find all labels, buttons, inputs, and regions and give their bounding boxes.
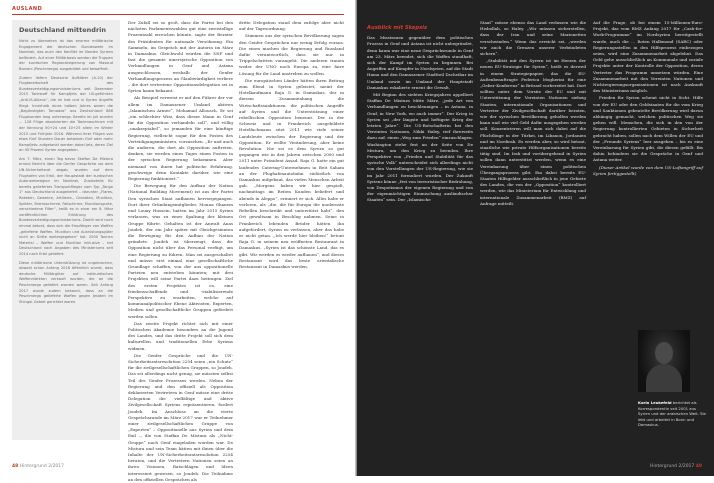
sidebar-title: Deutschland mittendrin [19, 26, 107, 34]
body-paragraph: Das zweite Projekt richtet sich mit einer Politischen Akademie besonders an die Jugend des Landes, und das dritte Projekt soll sich dem kulturellen und traditionellen Erbe Syriens widmen. [128, 320, 233, 351]
body-paragraph: Als Beispiel verweist er auf den Führer der vor allem im Damaszener Umland aktiven „Islamischen Armee“, Mohamad Allousch. Er sei „ein schlechter Witz, dass dieser Mann in Genf für die Opposition verhandeln soll“, und völlig „unakzeptabel“, so jemanden für eine künftige Regierung, vielleicht sogar für den Posten des Verteidigungsministers, vorzusehen. „Er und auch die anderen, die dort als Opposition auftreten, denken, sie werden eines Tages einen Posten in der syrischen Regierung bekommen. Aber niemand von ihnen hat politische Erfahrung, geschweige denn Kontakte darüber, wie eine Regierung funktioniert.“ [128, 95, 233, 182]
body-paragraph: Stimmen aus der syrischen Bevölkerung sagen den Genfer Gesprächen nur wenig Erfolg voraus. Die einen machen die Regierung und Russland dafür verantwortlich, dass sie nur in Trippelschritten vorangeht. Die anderen trauen weder der UNO noch Europa zu, eine faire Lösung für ihr Land anstreben zu wollen. [239, 33, 344, 76]
body-paragraph: Staat“ müsse ebenso das Land verlassen wie die Hisbollah, so Haley. „Wir müssen sicherstellen, dass der Iran und seine Marionetten verschwinden.“ Wenn das erreicht sei, „werden wir auch die Grenzen unserer Verbündeten sichern“. [480, 20, 586, 57]
author-photo [638, 330, 690, 392]
article-column-2 [239, 20, 344, 445]
section-label: AUSLAND [12, 6, 43, 12]
issue-label-left: Hintergrund 2/2017 [19, 464, 65, 469]
body-paragraph: Die europäischen Länder hätten ihren Beitrag zum Elend in Syrien geleistet, meint der Hotelkaufmann Raja G. in Damaskus, der in diesem Zusammenhang die Wirtschaftssanktionen, die politischen Angriffe auf Syrien und die Unterstützung einer rebellischen Opposition benennt. Der in der Schweiz und in Frankreich ausgebildete Hotelfachmann sitzt 2011 wie viele seiner Landsleute zwischen der Regierung und der Opposition. Er wollte Veränderung, aber keine Revolution. Nie sei es dem Syrern so gut gegangen wie in den Jahren zwischen 2000 und 2011 unter Präsident Assad. Raja G. hatte ein gut laufendes Catering-Unternehmen in Beit Saham an der Flughafenautobahn südöstlich von Damaskus aufgebaut, das vielen Menschen Arbeit gab. „Morgens haben wir hier gespielt, nachmittags im Reiten Kunden beliefert und abends in Aleppo“, erinnert er sich. Alles habe er verloren, als „die, die für Europa die modernste Rebellen beschreibt und unterstützt habt“, den Ort gewaltsam in Beschlag nahmen. Seine in Frankreich lebenden Brüder hätten ihn aufgefordert, Syrien zu verlassen, aber das habe er nicht getan. „Ich werde hier bleiben!“ betont Raja G. in seinem neu eröffneten Restaurant in Damaskus. „Syrien ist das schönste Land, das es gibt. Wir werden es wieder aufbauen“, und dieses Restaurant wird das beste orientalische Restaurant in Damaskus werden. [239, 77, 344, 269]
left-footer [12, 464, 64, 469]
page-number-left: 48 [12, 464, 19, 469]
section-rule [12, 14, 344, 15]
body-paragraph: Das Misstrauen gegenüber dem politischen Prozess in Genf und Astana ist nicht unbegründet, denn kaum war eine neue Gesprächsrunde in Genf am 23. März beendet, sich die Waffen standhaft, sich der Kampf im Syrien zu beginnen. Bei Angriffen auf Kämpfer in Nordsyrien, auf die Stadt Hama und den Damaszener Stadtteil Dscheibar im Umland sowie im Umland der Hauptstadt Damaskus eskalierte erneut die Gewalt. [367, 35, 473, 90]
body-paragraph: dritte Delegation stand dem zufolge aber nicht auf der Tagesordnung. [239, 20, 344, 32]
author-shoulders-shape [646, 364, 682, 392]
left-page [0, 0, 357, 482]
editor-note: (Dieser Artikel wurde von dem US-Luftangriff auf Syrien fertiggestellt) [593, 164, 703, 176]
sidebar-paragraph: Diese militärische Unterstützung ist ungebrochen, obwohl schon Anfang 2016 öffentlich wurde, dass deutsche Militärgüter auf irakkurdischen Waffenmärkten verkauft wurden, die an die Peschmerga geliefert worden waren. Seit Anfang 2017 wurde zudem bekannt, dass an die Peschmerga gelieferte Waffen gegen Jesiden im Shingal-Gebiet gerichtet waren. [19, 260, 113, 304]
article-column-3 [367, 20, 473, 445]
article-column-5 [593, 20, 703, 270]
sidebar-paragraph: Zudem liefern Deutsche Aufklärer (A-10) der Flugbereitschaft des Bundesverteidigungsministeriums seit Dezember 2015 Tankstoff für Kampfjets der US-geführten „Anti-IS-Allianz“, die im Irak und in Syrien Angriffe fliegt. Innerhalb eines halben Jahres waren die „Begünstigten Tornados“ aus Deutschland 886 Flugstunden lang unterwegs. Bereits im Juli wurden ... 126 Flüge absolvierten die Tankmaschinen mit der Kennung 50+24 und 10+25 allein im Winter 2015 und Frühjahr 2016. Während ihrer Flügen von etwa fünf Stunden Dauer betanken fünf oder mehr Kampfjets: aufgetankt werden dabei Jets, deren Ziel an 45 Prozent Syrien angegeben. [19, 75, 113, 153]
author-bio-text: berichtet als Korrespondentin seit 2001 aus Syrien und der arabischen Welt. Sie lebt und arbeitet in Bonn und Damaskus. [638, 400, 706, 427]
author-head-shape [655, 342, 673, 364]
body-paragraph: Der Zufall sei so groß, dass die Partei bei den nächsten Parlamentswahlen gut eine zweistellige Prozentzahl erreichen könnte, sagte der Berater des Präsidenten für nationale Versöhnung. Ein Sammeln, im Gespräch mit der Autorin im März in Damaskus. Gleichwohl würden die NSF und fast die gesamte innersyrische Opposition von Verhandlungen in Genf und Astana ausgeschlossen, weshalb der Genfer Verhandlungsprozess an Glaubwürdigkeit verliere – die dort vertretene Oppositionsdelegation sei in Syrien kaum bekannt. [128, 20, 233, 94]
body-paragraph: Frieden für Syrien scheint nicht in Sicht. Hilfe von der EU oder den Geldstaaten für die vom Krieg und Sanktionen gebeutelte Bevölkerung wird davon abhängig gemacht, welchen politischen Weg sie gehen will. Menschen, die sich in den von der Regierung kontrollierten Gebieten in Sicherheit gebracht haben, sollen nach dem Willen der EU und der „Freunde Syriens“ leer ausgehen – bis es eine Vereinbarung für Syrien gibt, die diesen gefällt. Bis dahin behindern sie die Gespräche in Genf und Astana weiter. [593, 95, 703, 163]
sidebar-paragraph: Am 7. März, einen Tag bevor Staffan De Mistura erneut Bericht über die Genfer Gespräche vor dem UN-Sicherheitsrat abgab, wurden auf dem Flughafen von Erbil, der Hauptstadt der kurdischen Autonomieregion im Nordirak, Zusatzteile für bereits geliefertes Transportflieger vom Typ „Tango 1“ aus Deutschland ausgeliefert – darunter „Flares, Raketen, Gewehre, Artillerie-, Granaten, Munition, Splitter, Bremsschirme, Fallschirme, Munitionsgurte, verschiedene Filter“, heißt es in einer am 8. März veröffentlichten Erklärung des Bundesverteidigungsministeriums. Damit wird noch einmal betont, dass sich die Empfänger von Waffen „gelieferte Waffen, Munition und Ausrüstungsgüter nicht an Dritte weitergegeben“ hat. 2000 Tonnen Material – Waffen und Munition inklusive – hat Deutschland nach Angaben des Ministeriums seit 2014 nach Erbil geliefert. [19, 156, 114, 256]
right-footer [650, 464, 702, 469]
page-number-right: 49 [695, 464, 702, 469]
sidebar-box [12, 20, 120, 440]
body-paragraph: „Stabilität mit den Syrern ist im Herzen der neuen EU-Strategie für Syrien“, heißt es derweil in einem Strategiepapier, das die EU-Außenbeauftragte Federica Mogherini für eine „Geber-Konferenz“ in Brüssel vorbereitet hat. Dort sollten unter dem Vorsitz der EU und mit Unterstützung der Vereinten Nationen siebzig Staaten, internationale Organisationen und Vertreter der Zivilgesellschaft darüber beraten, wie der syrischen Bevölkerung geholfen werden kann und wie viel Geld dafür ausgegeben werden soll. Konzentrieren will man sich dabei auf die Flüchtlinge in der Türkei, im Libanon, Jordanien und im Nordirak. Es werden aber, so wird betont, staatliche wie private Hilfsorganisationen bereits tätig sind. Im Irak und vorübergehend in Syrien sollen dann unterstützt werden, wenn es eine Vereinbarung über einen politischen Übergangsprozess gibt. Ein dabei bereits EU-Staaten Hilfsgelder ausschließlich in jene Gebiete des Landes, die von der „Opposition“ kontrolliert werden, wie das Ministerium für Entwicklung und internationale Zusammenarbeit (BMZ) auf Anfrage mitteilt. [480, 58, 586, 206]
article-column-1 [128, 20, 233, 482]
article-column-4 [480, 20, 586, 445]
body-paragraph: Die Bewegung für den Aufbau der Nation (National Building Movement) ist aus der Partei Den syrischen Staat aufbauen hervorgegangen. Dort ihrer Gründungsmitglieder, Mouna Ghanem und Louay Hussein, hatten im Jahr 2015 Syrien verlassen, was zu einer Spaltung der kleinen Gruppe führte. Gehalten ist der Anwalt Anas Joudeh, der ein Jahr später mit Gleichgesinnten die Bewegung für den Aufbau der Nation gründete. Joudeh ist überzeugt, dass die Opposition nicht über das Personal verfügt, um eine Regierung zu führen. Man sei ausgeschaltet und müsse erst einmal eine gesellschaftliche Grundlage schaffen, von der aus oppositionelle Parteien neu entstehen könnten; mit drei Projekten will seine Partei dazu beitragen. Ziel des ersten Projektes ist es, eine friedensschaffende und -stabilisierende Perspektive zu erarbeiten, welche auf kommunalpolitischer Ebene Aktivisten, Experten, Medien und gesellschaftliche Gruppen gefördert werden sollen. [128, 183, 233, 319]
author-name: Karin Leukefeld [638, 400, 672, 405]
issue-label-right: Hintergrund 2/2017 [649, 464, 695, 469]
sidebar-paragraph: Nicht zu übersehen ist das enorme militärische Engagement der deutschen Bundeswehr im Nordirak, das auch den Konflikt im Norden Syriens befördert. Auf einer Militärbasis werden die Truppen der kurdischen Regionalregierung von Masoud Barzani (Peschmerga) ausgebildet und bewaffnet. [19, 39, 113, 71]
body-paragraph: Mit Beginn des siebten Kriegsjahres appelliert Staffan De Mistura Mitte März, „jede Art von Verhandlungen zu beschleunigen – in Astana, in Genf, in New York, wo auch immer“. Der Krieg in Syrien sei „der längste und heftigste Krieg der letzten Jahre“. Die US-Botschafterin bei den Vereinten Nationen, Nikki Haley, rief ihrerseits dazu auf, einen „Weg zum Frieden“ einzuschlagen. Washington stehe fest an der Seite von De Mistura, um den Krieg zu beenden. Ihre Perspektive von „Frieden und Stabilität für das syrische Volk“ unterscheidet sich allerdings nicht von den Vorstellungen der US-Regierung, wie sie im Jahr 2011 formuliert wurden. Der Zukunft Syriens könne „frei von terroristischer Bedrohung, von Despotismus der eigenen Regierung und von der eigenmächtigen Einmischung ausländischer Staaten“ sein. Der „Islamische [367, 92, 473, 203]
right-page [357, 0, 714, 476]
author-bio [638, 400, 706, 428]
body-paragraph: Die Genfer Gespräche und die UN-Sicherheitsratsresolution 2254 seien „ein Schutz“ für die zivilgesellschaftlichen Gruppen, so Joudeh. Das sei allerdings nicht genug, sie müssten selbst Teil des Genfer Prozesses werden. Neben der Regierung und den offiziell als Opposition deklarierten Vertretern in Genf müsse eine dritte Delegation die vielfältige und aktive Zivilgesellschaft Syriens repräsentieren, fordert Joudeh. Im Anschluss an die vierte Gesprächsrunde im März 2017 war er Teilnehmer einer zivilgesellschaftlichen Gruppe von „Experten“ – Oppositionelle aus Syrien und dem Exil –, die von Staffan De Mistura als „Nicht-Gruppe“ nach Genf eingeladen worden war. De Mistura und sein Team hätten mit ihnen über die Inhalte der UN-Sicherheitsratsresolution 2254 beraten, und die Vertretern Nationen seien an ihren Visionen, Ratschlägen und Ideen interessiert gewesen, so Joudeh. Die Teilnahme an den offiziellen Gesprächen als [128, 352, 233, 482]
subheading: Ausblick mit Skepsis [367, 25, 428, 31]
body-paragraph: Auf die Frage, ob bei einem 15-Millionen-Euro-Projekt, das vom BMZ Anfang 2017 für „Cash-for-Work-Programme“ im Nordsyrien bereitgestellt wurde, auch die ... Roten Halbmond (SARC) oder Regierungsstellen in den Hilfsprozess einbezogen seien, wird eine Zusammenarbeit abgelehnt. Das Geld gehe ausschließlich an Kommunale und soziale Projekte unter der Kontrolle der Opposition, deren Vertreter das Programm umsetzen würden. Eine Zusammenarbeit mit den Vereinten Nationen und Nichtregierungsorganisationen ist nach Auskunft des Ministeriums möglich. [593, 20, 703, 94]
